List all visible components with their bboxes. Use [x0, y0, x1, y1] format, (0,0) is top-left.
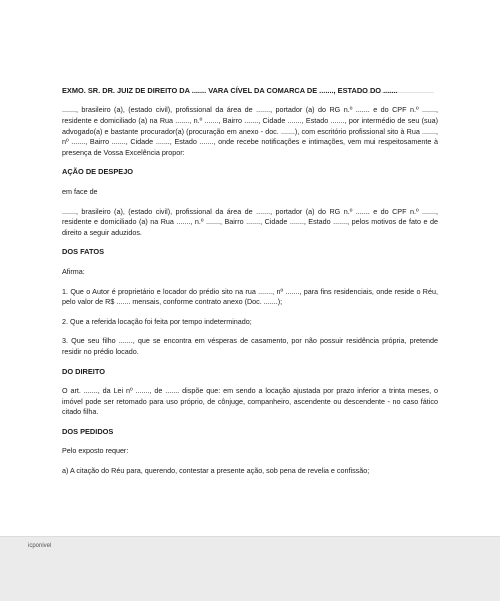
intro-paragraph: ......., brasileiro (a), (estado civil), profissional da área de ......., portador (a) do RG n.º ....... e do CPF n.º ......., residente e domiciliado (a) na Rua ......., n.º ......., Bairro ......., Cidade ......., Estado ......., por intermédio de seu (sua) advogado(a) e bastante procurador(a) (procuração em anexo - doc. .......), com escritório profissional sito à Rua ......., nº ......., Bairro ......., Cidade ......., Estado ......., onde recebe notificações e intimações, vem mui respeitosamente à presença de Vossa Excelência propor: — [62, 105, 438, 157]
against-text: em face de — [62, 186, 98, 196]
requests-heading: DOS PEDIDOS — [62, 426, 114, 436]
document-page — [62, 86, 438, 486]
action-heading: AÇÃO DE DESPEJO — [62, 167, 134, 177]
affirms-text: Afirma: — [62, 266, 85, 276]
law-paragraph: O art. ......., da Lei nº ......., de ....... dispõe que: em sendo a locação ajustada por prazo inferior a trinta meses, o imóvel pode ser retomado para uso próprio, de cônjuge, companheiro, ascendente ou descendente - no caso fático citado filha. — [62, 386, 438, 417]
fact-1: 1. Que o Autor é proprietário e locador do prédio sito na rua ......., nº ......., para fins residenciais, onde reside o Réu, pelo valor de R$ ....... mensais, conforme contrato anexo (Doc. .......); — [62, 286, 438, 307]
request-a: a) A citação do Réu para, querendo, contestar a presente ação, sob pena de revelia e confissão; — [62, 466, 370, 476]
footer-label: icponivel — [28, 543, 52, 549]
fact-3: 3. Que seu filho ......., que se encontra em vésperas de casamento, por não possuir residência própria, pretende residir no prédio locado. — [62, 336, 438, 356]
fact-2: 2. Que a referida locação foi feita por tempo indeterminado; — [62, 316, 252, 326]
law-heading: DO DIREITO — [62, 366, 105, 376]
defendant-paragraph: ......., brasileiro (a), (estado civil), profissional da área de ......., portador (a) do RG n.º ....... e do CPF n.º ......., residente e domiciliado (a) na Rua ......., n.º ......., Bairro ......., Cidade ......., Estado ......., pelos motivos de fato e de direito a seguir aduzidos. — [62, 206, 438, 237]
facts-heading: DOS FATOS — [62, 247, 105, 257]
requests-intro: Pelo exposto requer: — [62, 446, 129, 456]
footer-bar — [0, 536, 500, 601]
document-title: EXMO. SR. DR. JUIZ DE DIREITO DA ....... VARA CÍVEL DA COMARCA DE ......., ESTADO DO ....... — [62, 86, 398, 95]
